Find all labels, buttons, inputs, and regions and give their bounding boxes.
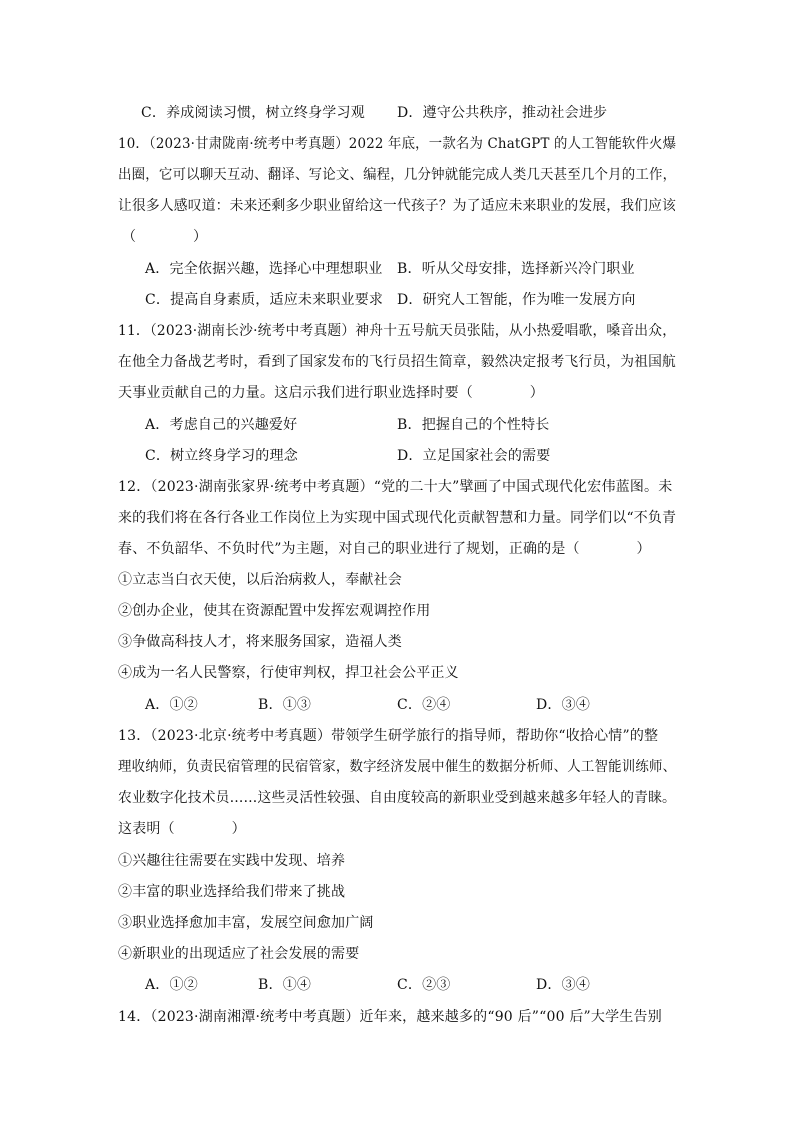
q9-option-c: C．养成阅读习惯，树立终身学习观 xyxy=(141,105,365,121)
q13-option-a: A．①② xyxy=(145,977,198,993)
q13-statement-1: ①兴趣往往需要在实践中发现、培养 xyxy=(118,853,346,869)
q12-option-a: A．①② xyxy=(145,697,198,713)
q13-option-c: C．②③ xyxy=(397,977,451,993)
q11-option-d: D．立足国家社会的需要 xyxy=(397,448,551,464)
q10-option-a: A．完全依据兴趣，选择心中理想职业 xyxy=(145,261,383,277)
q12-option-d: D．③④ xyxy=(536,697,591,713)
q10-answer-blank: （ ） xyxy=(122,229,208,245)
q10-option-d: D．研究人工智能，作为唯一发展方向 xyxy=(397,292,636,308)
q10-option-c: C．提高自身素质，适应未来职业要求 xyxy=(145,292,384,308)
q12-statement-4: ④成为一名人民警察，行使审判权，捍卫社会公平正义 xyxy=(118,665,459,681)
q11-option-b: B．把握自己的个性特长 xyxy=(397,417,550,433)
q11-stem-line-2: 在他全力备战艺考时，看到了国家发布的飞行员招生简章，毅然决定报考飞行员，为祖国航 xyxy=(118,354,677,370)
q9-option-d: D．遵守公共秩序，推动社会进步 xyxy=(397,105,608,121)
q13-option-b: B．①④ xyxy=(258,977,312,993)
q13-statement-3: ③职业选择愈加丰富，发展空间愈加广阔 xyxy=(118,915,374,931)
q13-stem-line-3: 农业数字化技术员……这些灵活性较强、自由度较高的新职业受到越来越多年轻人的青睐。 xyxy=(118,790,677,806)
q12-stem-line-2: 来的我们将在各行各业工作岗位上为实现中国式现代化贡献智慧和力量。同学们以“不负青 xyxy=(118,510,677,526)
q10-stem-line-2: 出圈，它可以聊天互动、翻译、写论文、编程，几分钟就能完成人类几天甚至几个月的工作， xyxy=(118,167,677,183)
q13-stem-line-2: 理收纳师，负责民宿管理的民宿管家，数字经济发展中催生的数据分析师、人工智能训练师、 xyxy=(118,759,677,775)
q12-option-b: B．①③ xyxy=(258,697,312,713)
q14-stem-line-1: 14．（2023·湖南湘潭·统考中考真题）近年来，越来越多的“90 后”“00 后”大学生告别 xyxy=(118,1009,662,1025)
q12-stem-line-1: 12．（2023·湖南张家界·统考中考真题）“党的二十大”擘画了中国式现代化宏伟蓝图。未 xyxy=(118,479,673,495)
q11-stem-line-1: 11．（2023·湖南长沙·统考中考真题）神舟十五号航天员张陆，从小热爱唱歌，嗓音出众， xyxy=(118,323,677,339)
q12-statement-1: ①立志当白衣天使，以后治病救人，奉献社会 xyxy=(118,572,402,588)
q12-statement-2: ②创办企业，使其在资源配置中发挥宏观调控作用 xyxy=(118,603,431,619)
q11-stem-line-3: 天事业贡献自己的力量。这启示我们进行职业选择时要（ ） xyxy=(118,385,544,401)
q13-stem-line-1: 13．（2023·北京·统考中考真题）带领学生研学旅行的指导师，帮助你“收拾心情”的整 xyxy=(118,728,659,744)
q10-stem-line-3: 让很多人感叹道：未来还剩多少职业留给这一代孩子？为了适应未来职业的发展，我们应该 xyxy=(118,198,677,214)
q13-statement-2: ②丰富的职业选择给我们带来了挑战 xyxy=(118,884,346,900)
q10-stem-line-1: 10．（2023·甘肃陇南·统考中考真题）2022 年底，一款名为 ChatGPT 的人工智能软件火爆 xyxy=(118,136,677,152)
q13-stem-line-4: 这表明（ ） xyxy=(118,821,246,837)
q12-option-c: C．②④ xyxy=(397,697,451,713)
q10-option-b: B．听从父母安排，选择新兴冷门职业 xyxy=(397,261,635,277)
q13-option-d: D．③④ xyxy=(536,977,591,993)
q13-statement-4: ④新职业的出现适应了社会发展的需要 xyxy=(118,946,360,962)
q12-stem-line-3: 春、不负韶华、不负时代”为主题，对自己的职业进行了规划，正确的是（ ） xyxy=(118,541,651,557)
q11-option-a: A．考虑自己的兴趣爱好 xyxy=(145,417,298,433)
q11-option-c: C．树立终身学习的理念 xyxy=(145,448,298,464)
q12-statement-3: ③争做高科技人才，将来服务国家，造福人类 xyxy=(118,634,402,650)
